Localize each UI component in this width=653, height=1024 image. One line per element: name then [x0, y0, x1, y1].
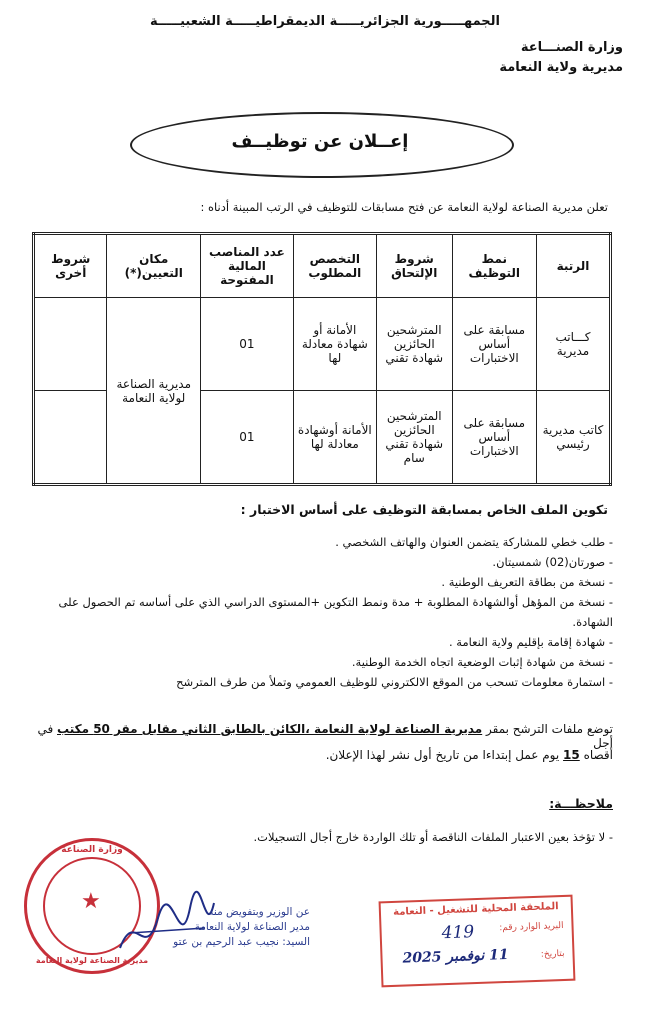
cell-other: [34, 298, 107, 391]
stamp-mail-label: البريد الوارد رقم:: [499, 920, 564, 934]
header-specialty: التخصص المطلوب: [293, 234, 376, 298]
deposit-part1: توضع ملفات الترشح بمقر: [486, 722, 613, 736]
list-item: - صورتان(02) شمسيتان.: [492, 555, 613, 569]
table-row: [34, 298, 611, 391]
stamp-number: 419: [441, 922, 475, 944]
stamp-date: 11 نوفمبر 2025: [402, 946, 509, 967]
deadline-prefix: أقصاه: [583, 748, 613, 762]
cell-specialty: الأمانة أو شهادة معادلة لها: [293, 298, 376, 391]
cell-other: [34, 391, 107, 485]
signature-block: [160, 905, 310, 950]
list-item: - طلب خطي للمشاركة يتضمن العنوان والهاتف الشخصي .: [335, 535, 613, 549]
signature-line: السيد: نجيب عبد الرحيم بن عتو: [173, 936, 310, 948]
cell-specialty: الأمانة أوشهادة معادلة لها: [293, 391, 376, 485]
cell-location: مديرية الصناعة لولاية النعامة: [107, 298, 201, 485]
header-grade: الرتبة: [537, 234, 611, 298]
cell-grade: كاتب مديرية رئيسي: [537, 391, 611, 485]
header-conditions: شروط الإلتحاق: [376, 234, 452, 298]
stamp-office: الملحقة المحلية للتشغيل - النعامة: [392, 901, 559, 918]
list-item: - شهادة إقامة بإقليم ولاية النعامة .: [448, 635, 613, 649]
stamp-date-label: بتاريخ:: [540, 948, 565, 960]
cell-mode: مسابقة على أساس الاختبارات: [452, 298, 536, 391]
list-item: - نسخة من المؤهل أوالشهادة المطلوبة + مدة ونمط التكوين +المستوى الدراسي الذي على أساسه تم الحصول على الشهادة.: [58, 595, 613, 629]
seal-top-text: وزارة الصناعة: [61, 845, 123, 855]
deposit-deadline: [326, 748, 613, 762]
list-item: - نسخة من بطاقة التعريف الوطنية .: [441, 575, 613, 589]
cell-conditions: المترشحين الحائزين شهادة تقني سام: [376, 391, 452, 485]
cell-conditions: المترشحين الحائزين شهادة تقني: [376, 298, 452, 391]
cell-mode: مسابقة على أساس الاختبارات: [452, 391, 536, 485]
header-posts: عدد المناصب المالية المفتوحة: [201, 234, 294, 298]
note-text: - لا تؤخذ بعين الاعتبار الملفات الناقصة أو تلك الواردة خارج أجال التسجيلات.: [253, 830, 613, 844]
intro-text: تعلن مديرية الصناعة لولاية النعامة عن فتح مسابقات للتوظيف في الرتب المبينة أدناه :: [200, 200, 608, 214]
header-other: شروط أخرى: [34, 234, 107, 298]
signature-line: مدير الصناعة لولاية النعامة: [194, 921, 310, 933]
signature-line: عن الوزير وبتفويض منه: [208, 906, 310, 918]
deposit-part2: في أجل: [37, 722, 613, 750]
directorate-name: مديرية ولاية النعامة: [499, 60, 623, 75]
requirements-list: [33, 532, 613, 692]
list-item: - استمارة معلومات تسحب من الموقع الالكتروني للوظيف العمومي وتملأ من طرف المترشح: [176, 675, 613, 689]
note-title: ملاحظـــة:: [549, 796, 613, 811]
ministry-name: وزارة الصنـــاعة: [520, 40, 623, 55]
deadline-suffix: يوم عمل إبتداءا من تاريخ أول نشر لهذا الإعلان.: [325, 748, 560, 762]
requirements-title: تكوين الملف الخاص بمسابقة التوظيف على أساس الاختبار :: [240, 502, 608, 517]
cell-grade: كـــاتب مديرية: [537, 298, 611, 391]
star-icon: ★: [81, 889, 101, 914]
seal-bottom-text: مديرية الصناعة لولاية النعامة: [35, 956, 149, 965]
registration-stamp: [379, 895, 576, 988]
cell-posts: 01: [201, 391, 294, 485]
list-item: - نسخة من شهادة إثبات الوضعية اتجاه الخدمة الوطنية.: [351, 655, 613, 669]
header-location: مكان التعيين(*): [107, 234, 201, 298]
cell-posts: 01: [201, 298, 294, 391]
table-header-row: [34, 234, 611, 298]
header-mode: نمط التوظيف: [452, 234, 536, 298]
deadline-days: 15: [563, 748, 580, 762]
recruitment-table: [32, 232, 612, 486]
deposit-instructions: [35, 722, 613, 750]
republic-header: الجمهـــــورية الجزائريـــــة الديمقراطيـــــة الشعبيـــــة: [149, 14, 500, 29]
deposit-address: مديرية الصناعة لولاية النعامة ،الكائن بالطابق الثاني مقابل مقر 50 مكتب: [57, 722, 483, 736]
page-title: إعــلان عن توظيــف: [231, 131, 409, 152]
